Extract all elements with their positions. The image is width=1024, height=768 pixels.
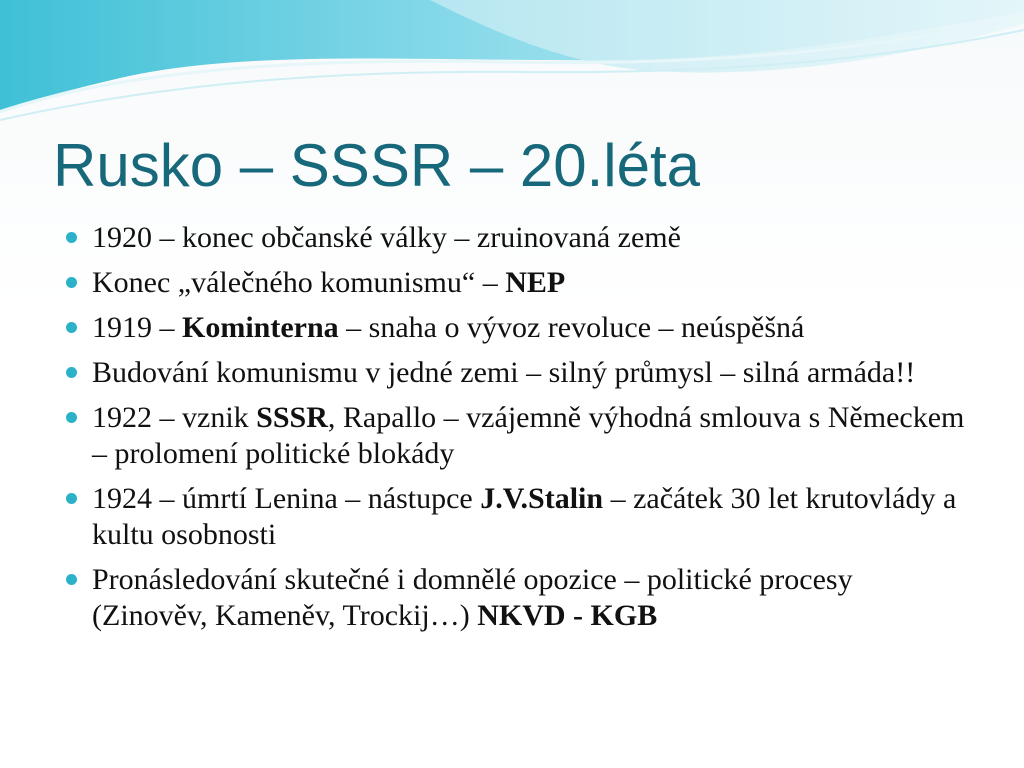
bullet-item — [92, 220, 972, 256]
bullet-text: 1924 – úmrtí Lenina – nástupce — [92, 482, 481, 515]
bullet-item — [92, 265, 972, 301]
bullet-dot-icon — [66, 412, 77, 423]
bullet-text: 1920 – konec občanské války – zruinovaná země — [92, 221, 681, 254]
bullet-text: , Rapallo – vzájemně výhodná smlouva s Německem – prolomení politické blokády — [92, 401, 965, 470]
header-wave-decoration — [0, 0, 1024, 130]
bullet-dot-icon — [66, 367, 77, 378]
bullet-item — [92, 562, 972, 634]
bullet-text: 1919 – — [92, 311, 182, 344]
bullet-dot-icon — [66, 574, 77, 585]
bullet-bold-term: Kominterna — [182, 311, 339, 344]
bullet-text: – začátek 30 let krutovlády a kultu osobnosti — [92, 482, 957, 551]
bullet-dot-icon — [66, 232, 77, 243]
bullet-dot-icon — [66, 493, 77, 504]
bullet-bold-term: SSSR — [256, 401, 328, 434]
bullet-dot-icon — [66, 277, 77, 288]
slide-title: Rusko – SSSR – 20.léta — [53, 132, 701, 199]
bullet-text: 1922 – vznik — [92, 401, 257, 434]
bullet-text: Konec „válečného komunismu“ – — [92, 266, 506, 299]
bullet-item — [92, 481, 972, 553]
bullet-bold-term: J.V.Stalin — [480, 482, 604, 515]
bullet-item — [92, 400, 972, 472]
bullet-item — [92, 355, 972, 391]
bullet-text: Pronásledování skutečné i domnělé opozice – politické procesy (Zinověv, Kameněv, Trockij…) — [92, 563, 853, 632]
bullet-text: Budování komunismu v jedné zemi – silný průmysl – silná armáda!! — [92, 356, 916, 389]
bullet-dot-icon — [66, 322, 77, 333]
bullet-bold-term: NKVD - KGB — [477, 599, 658, 632]
bullet-list — [92, 220, 972, 643]
bullet-bold-term: NEP — [505, 266, 566, 299]
bullet-text: – snaha o vývoz revoluce – neúspěšná — [338, 311, 805, 344]
bullet-item — [92, 310, 972, 346]
